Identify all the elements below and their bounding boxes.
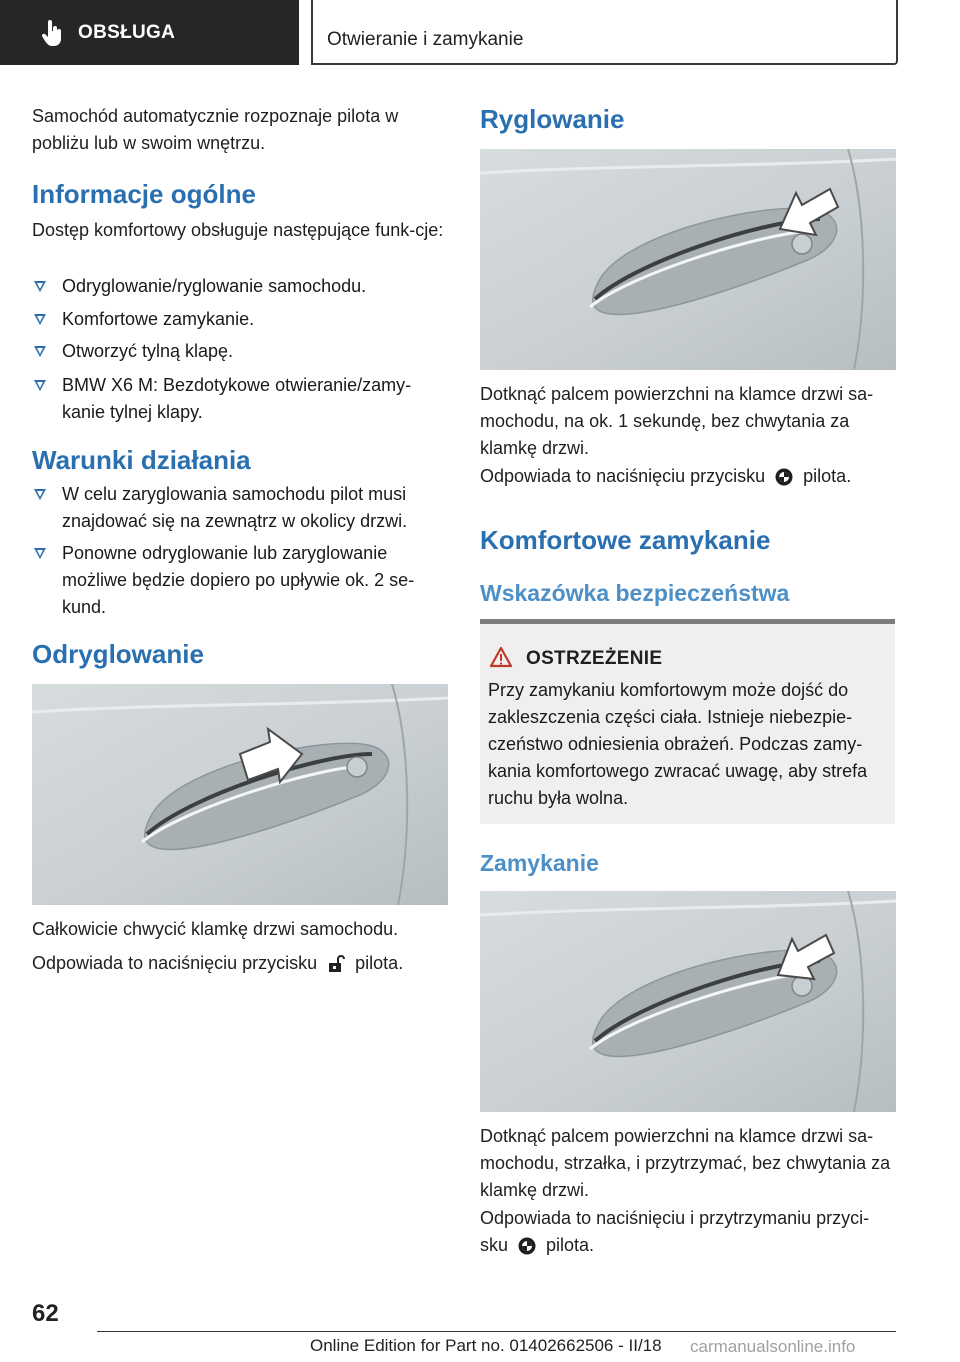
- unlock-text-1: Całkowicie chwycić klamkę drzwi samochodu.: [32, 919, 399, 939]
- door-handle-photo-unlock: [32, 684, 448, 905]
- bmw-logo-icon: [775, 468, 793, 486]
- triangle-bullet-icon: [34, 380, 46, 391]
- door-handle-photo-lock: [480, 149, 896, 370]
- close-text-2: Odpowiada to naciśnięciu i przytrzymaniu przyci-sku pilota.: [480, 1208, 870, 1255]
- general-heading: Informacje ogólne: [32, 179, 256, 209]
- chapter-tab: [311, 0, 898, 65]
- section-label: OBSŁUGA: [78, 21, 176, 43]
- general-intro: Dostęp komfortowy obsługuje następujące funk-cje:: [32, 220, 444, 240]
- footer-watermark: carmanualsonline.info: [690, 1337, 856, 1356]
- unlock-text-2: Odpowiada to naciśnięciu przycisku pilota.: [32, 953, 404, 973]
- triangle-bullet-icon: [34, 281, 46, 292]
- intro-paragraph: Samochód automatycznie rozpoznaje pilota w pobliżu lub w swoim wnętrzu.: [32, 106, 399, 153]
- lock-text-1: Dotknąć palcem powierzchni na klamce drzwi sa-mochodu, na ok. 1 sekundę, bez chwytania za klamkę drzwi.: [480, 384, 874, 458]
- comfort-heading: Komfortowe zamykanie: [480, 525, 771, 555]
- triangle-bullet-icon: [34, 489, 46, 500]
- section-tab: [0, 0, 299, 65]
- footer-edition: Online Edition for Part no. 01402662506 - II/18: [310, 1336, 662, 1355]
- unlock-heading: Odryglowanie: [32, 639, 204, 669]
- warning-title: OSTRZEŻENIE: [526, 648, 663, 669]
- unlock-padlock-icon: [327, 955, 345, 973]
- triangle-bullet-icon: [34, 548, 46, 559]
- triangle-bullet-icon: [34, 346, 46, 357]
- page-number: 62: [32, 1300, 59, 1327]
- warning-triangle-icon: [489, 646, 513, 668]
- warning-box: [480, 624, 895, 824]
- triangle-bullet-icon: [34, 314, 46, 325]
- close-heading: Zamykanie: [480, 850, 599, 876]
- footer-divider: [97, 1331, 896, 1332]
- chapter-label: Otwieranie i zamykanie: [327, 29, 524, 50]
- safety-heading: Wskazówka bezpieczeństwa: [480, 580, 790, 606]
- hand-touch-icon: [42, 20, 64, 46]
- bmw-logo-icon: [518, 1237, 536, 1255]
- door-handle-photo-close: [480, 891, 896, 1112]
- lock-text-2: Odpowiada to naciśnięciu przycisku pilota.: [480, 466, 852, 486]
- close-text-1: Dotknąć palcem powierzchni na klamce drzwi sa-mochodu, strzałka, i przytrzymać, bez chwytania za klamkę drzwi.: [480, 1126, 891, 1200]
- conditions-heading: Warunki działania: [32, 445, 251, 475]
- lock-heading: Ryglowanie: [480, 104, 625, 134]
- warning-text: Przy zamykaniu komfortowym może dojść do zakleszczenia części ciała. Istnieje niebezpie-czeństwo odniesienia obrażeń. Podczas zamy-kania komfortowego zwracać uwagę, aby strefa ruchu była wolna.: [488, 680, 868, 808]
